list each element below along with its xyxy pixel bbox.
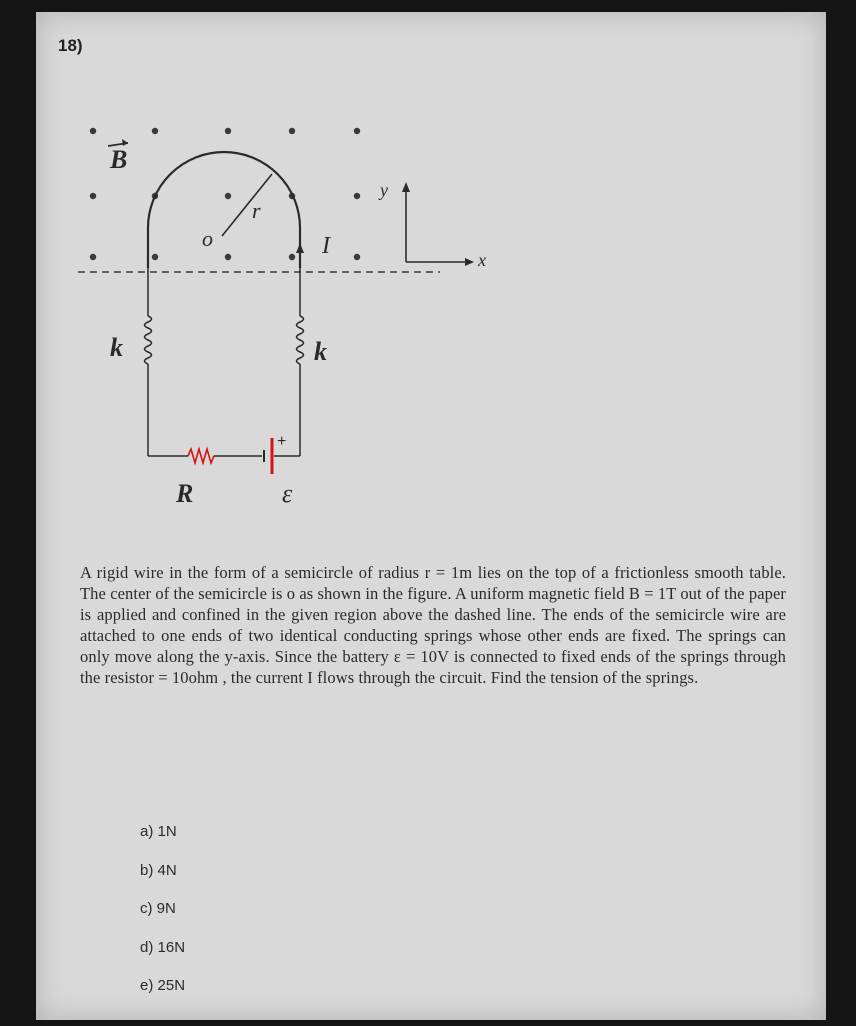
resistor-symbol xyxy=(188,449,214,463)
field-dot xyxy=(289,128,295,134)
option-e: e) 25N xyxy=(140,977,186,994)
center-label: o xyxy=(202,226,213,251)
left-spring-label: k xyxy=(110,333,123,362)
field-dot xyxy=(90,254,96,260)
current-label: I xyxy=(322,233,330,259)
field-dot xyxy=(354,193,360,199)
field-label: B xyxy=(110,145,128,174)
right-spring xyxy=(297,268,304,456)
option-d: d) 16N xyxy=(140,938,186,956)
field-dot xyxy=(354,254,360,260)
radius-label: r xyxy=(252,198,261,223)
semicircle-wire xyxy=(148,152,300,268)
option-b: b) 4N xyxy=(140,861,177,879)
field-dot xyxy=(90,128,96,134)
field-dot xyxy=(152,128,158,134)
problem-statement: A rigid wire in the form of a semicircle of radius r = 1m lies on the top of a frictionless smooth table. The center of the semicircle is o as shown in the figure. A uniform magnetic field B = 1T out of the paper is applied and confined in the given region above the dashed line. The ends of the semicircle wire are attached to one ends of two identical conducting springs whose other ends are fixed. The springs can only move along the y-axis. Since the battery ε = 10V is connected to fixed ends of the springs through the resistor = 10ohm , the current I flows through the circuit. Find the tension of the springs. xyxy=(80,563,786,687)
field-dot xyxy=(354,128,360,134)
left-spring xyxy=(145,268,152,456)
x-axis-arrowhead xyxy=(465,258,474,266)
x-axis-label: x xyxy=(478,250,486,270)
field-dot xyxy=(225,128,231,134)
field-dot xyxy=(152,254,158,260)
resistor-label: R xyxy=(176,479,194,508)
field-dot xyxy=(225,254,231,260)
option-c: c) 9N xyxy=(140,900,176,917)
field-dot xyxy=(225,193,231,199)
y-axis-label: y xyxy=(380,180,388,200)
field-dot xyxy=(289,254,295,260)
current-arrowhead xyxy=(296,243,304,253)
option-a: a) 1N xyxy=(140,823,177,840)
field-dots xyxy=(90,128,360,260)
battery-plus-label: + xyxy=(277,433,287,450)
radius-line xyxy=(222,174,272,236)
emf-label: ε xyxy=(282,479,293,508)
answer-options xyxy=(140,822,185,1015)
right-spring-label: k xyxy=(314,337,327,366)
y-axis-arrowhead xyxy=(402,182,410,192)
field-dot xyxy=(90,193,96,199)
question-number: 18) xyxy=(58,36,83,55)
